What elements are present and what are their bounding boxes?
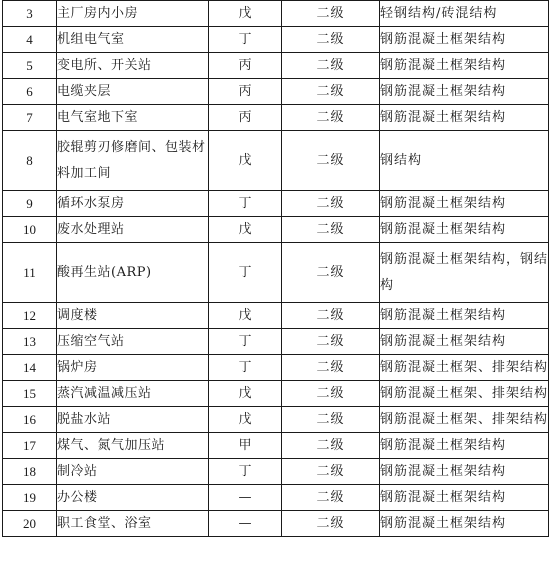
building-name-cell: 主厂房内小房: [57, 1, 209, 27]
row-number-cell: 16: [3, 407, 57, 433]
fire-resistance-grade-cell: 二级: [282, 53, 380, 79]
structure-type-cell: 钢筋混凝土框架结构: [380, 485, 549, 511]
structure-type-cell: 钢筋混凝土框架结构: [380, 303, 549, 329]
row-number-cell: 13: [3, 329, 57, 355]
fire-resistance-grade-cell: 二级: [282, 1, 380, 27]
building-name-cell: 胶辊剪刃修磨间、包装材料加工间: [57, 131, 209, 191]
structure-type-cell: 钢筋混凝土框架、排架结构: [380, 407, 549, 433]
fire-category-cell: 丁: [209, 329, 282, 355]
fire-category-cell: 丙: [209, 105, 282, 131]
table-row: [3, 131, 549, 191]
table-row: [3, 191, 549, 217]
fire-resistance-grade-cell: 二级: [282, 217, 380, 243]
row-number-cell: 11: [3, 243, 57, 303]
table-row: [3, 217, 549, 243]
row-number-cell: 6: [3, 79, 57, 105]
fire-resistance-grade-cell: 二级: [282, 79, 380, 105]
table-row: [3, 511, 549, 537]
fire-category-cell: 戊: [209, 217, 282, 243]
fire-resistance-grade-cell: 二级: [282, 303, 380, 329]
building-name-cell: 变电所、开关站: [57, 53, 209, 79]
fire-category-cell: 丁: [209, 243, 282, 303]
row-number-cell: 4: [3, 27, 57, 53]
building-name-cell: 锅炉房: [57, 355, 209, 381]
row-number-cell: 14: [3, 355, 57, 381]
table-row: [3, 485, 549, 511]
table-row: [3, 53, 549, 79]
fire-category-cell: 丙: [209, 53, 282, 79]
fire-category-cell: 戊: [209, 381, 282, 407]
row-number-cell: 7: [3, 105, 57, 131]
structure-type-cell: 轻钢结构/砖混结构: [380, 1, 549, 27]
building-spec-table: [2, 0, 549, 537]
row-number-cell: 10: [3, 217, 57, 243]
fire-category-cell: 丁: [209, 27, 282, 53]
structure-type-cell: 钢筋混凝土框架结构: [380, 459, 549, 485]
fire-category-cell: 丁: [209, 355, 282, 381]
building-name-cell: 酸再生站(ARP): [57, 243, 209, 303]
fire-category-cell: 戊: [209, 407, 282, 433]
building-name-cell: 职工食堂、浴室: [57, 511, 209, 537]
structure-type-cell: 钢筋混凝土框架结构: [380, 79, 549, 105]
row-number-cell: 17: [3, 433, 57, 459]
fire-resistance-grade-cell: 二级: [282, 243, 380, 303]
building-name-cell: 废水处理站: [57, 217, 209, 243]
row-number-cell: 20: [3, 511, 57, 537]
table-row: [3, 433, 549, 459]
fire-category-cell: 丁: [209, 191, 282, 217]
structure-type-cell: 钢筋混凝土框架、排架结构: [380, 381, 549, 407]
building-name-cell: 电缆夹层: [57, 79, 209, 105]
structure-type-cell: 钢筋混凝土框架、排架结构: [380, 355, 549, 381]
table-row: [3, 1, 549, 27]
building-name-cell: 煤气、氮气加压站: [57, 433, 209, 459]
table-row: [3, 459, 549, 485]
row-number-cell: 12: [3, 303, 57, 329]
building-name-cell: 调度楼: [57, 303, 209, 329]
fire-category-cell: —: [209, 485, 282, 511]
structure-type-cell: 钢筋混凝土框架结构: [380, 27, 549, 53]
fire-category-cell: 丁: [209, 459, 282, 485]
fire-resistance-grade-cell: 二级: [282, 191, 380, 217]
fire-resistance-grade-cell: 二级: [282, 459, 380, 485]
fire-category-cell: 戊: [209, 303, 282, 329]
building-name-cell: 蒸汽减温减压站: [57, 381, 209, 407]
table-body: [3, 1, 549, 537]
fire-resistance-grade-cell: 二级: [282, 131, 380, 191]
row-number-cell: 8: [3, 131, 57, 191]
building-name-cell: 脱盐水站: [57, 407, 209, 433]
table-row: [3, 381, 549, 407]
table-row: [3, 27, 549, 53]
building-name-cell: 办公楼: [57, 485, 209, 511]
structure-type-cell: 钢筋混凝土框架结构: [380, 53, 549, 79]
fire-resistance-grade-cell: 二级: [282, 381, 380, 407]
building-name-cell: 制冷站: [57, 459, 209, 485]
fire-category-cell: 甲: [209, 433, 282, 459]
fire-category-cell: 戊: [209, 131, 282, 191]
structure-type-cell: 钢筋混凝土框架结构: [380, 329, 549, 355]
structure-type-cell: 钢筋混凝土框架结构，钢结构: [380, 243, 549, 303]
row-number-cell: 19: [3, 485, 57, 511]
structure-type-cell: 钢结构: [380, 131, 549, 191]
table-row: [3, 355, 549, 381]
structure-type-cell: 钢筋混凝土框架结构: [380, 191, 549, 217]
fire-resistance-grade-cell: 二级: [282, 407, 380, 433]
building-name-cell: 电气室地下室: [57, 105, 209, 131]
fire-category-cell: 丙: [209, 79, 282, 105]
row-number-cell: 15: [3, 381, 57, 407]
structure-type-cell: 钢筋混凝土框架结构: [380, 511, 549, 537]
row-number-cell: 9: [3, 191, 57, 217]
fire-resistance-grade-cell: 二级: [282, 27, 380, 53]
table-row: [3, 243, 549, 303]
table-row: [3, 329, 549, 355]
structure-type-cell: 钢筋混凝土框架结构: [380, 105, 549, 131]
fire-resistance-grade-cell: 二级: [282, 105, 380, 131]
row-number-cell: 18: [3, 459, 57, 485]
table-row: [3, 303, 549, 329]
table-row: [3, 105, 549, 131]
fire-category-cell: —: [209, 511, 282, 537]
fire-resistance-grade-cell: 二级: [282, 511, 380, 537]
row-number-cell: 5: [3, 53, 57, 79]
fire-resistance-grade-cell: 二级: [282, 355, 380, 381]
table-row: [3, 407, 549, 433]
structure-type-cell: 钢筋混凝土框架结构: [380, 217, 549, 243]
fire-resistance-grade-cell: 二级: [282, 433, 380, 459]
fire-resistance-grade-cell: 二级: [282, 485, 380, 511]
table-row: [3, 79, 549, 105]
structure-type-cell: 钢筋混凝土框架结构: [380, 433, 549, 459]
building-name-cell: 机组电气室: [57, 27, 209, 53]
fire-category-cell: 戊: [209, 1, 282, 27]
fire-resistance-grade-cell: 二级: [282, 329, 380, 355]
row-number-cell: 3: [3, 1, 57, 27]
building-name-cell: 循环水泵房: [57, 191, 209, 217]
building-name-cell: 压缩空气站: [57, 329, 209, 355]
